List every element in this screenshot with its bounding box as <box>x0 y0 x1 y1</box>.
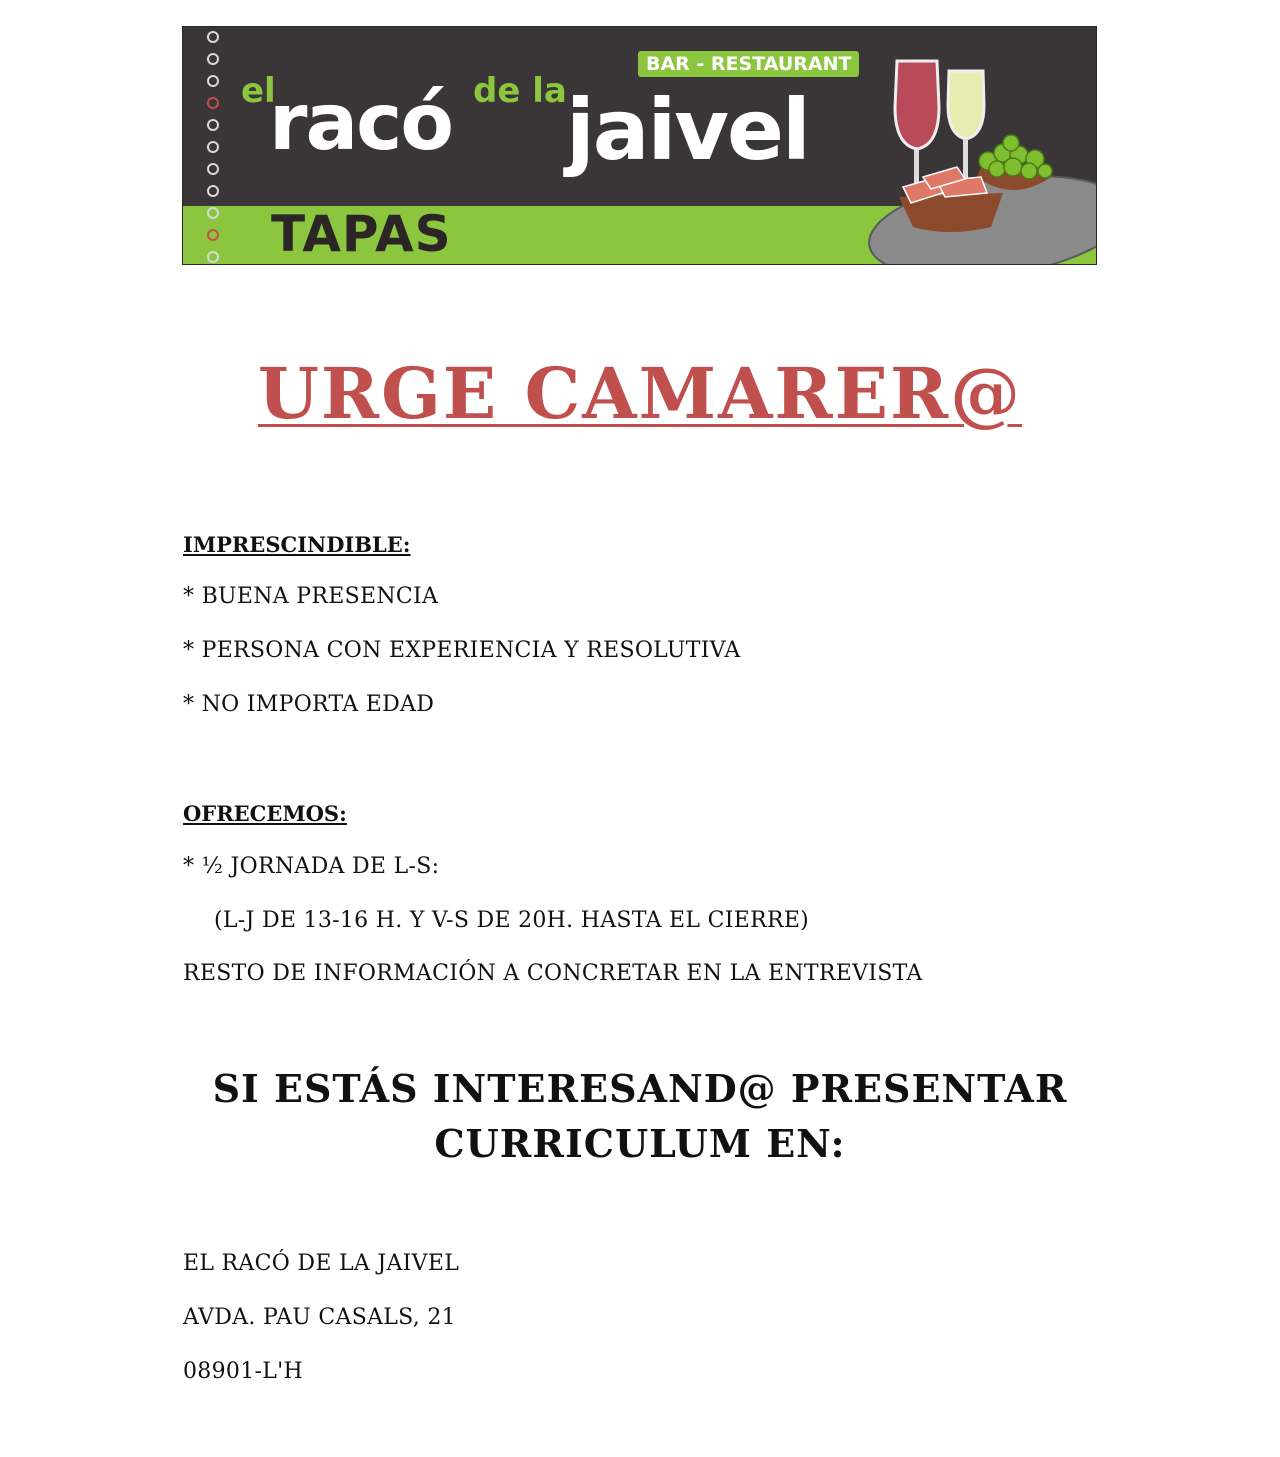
address-city: 08901-L'H <box>183 1359 303 1384</box>
logo-banner <box>183 27 1096 264</box>
offer-schedule: (L-J DE 13-16 H. Y V-S DE 20H. HASTA EL CIERRE) <box>214 908 810 933</box>
requirements-title: IMPRESCINDIBLE: <box>183 532 411 557</box>
red-wine-glass <box>895 61 939 149</box>
cta-line-1: SI ESTÁS INTERESAND@ PRESENTAR <box>212 1066 1068 1111</box>
logo-word-raco: racó <box>269 78 452 168</box>
requirement-item: * BUENA PRESENCIA <box>183 584 439 609</box>
logo-word-de-la: de la <box>473 71 567 111</box>
logo-bar-restaurant-tag: BAR - RESTAURANT <box>638 51 859 77</box>
wine-and-tapas-illustration <box>853 27 1096 264</box>
white-wine-glass <box>948 71 984 139</box>
headline-text: URGE CAMARER@ <box>257 352 1023 435</box>
requirement-item: * NO IMPORTA EDAD <box>183 692 435 717</box>
address-street: AVDA. PAU CASALS, 21 <box>183 1305 456 1330</box>
logo-dot-column <box>207 29 221 261</box>
logo-word-tapas: TAPAS <box>271 205 452 263</box>
address-name: EL RACÓ DE LA JAIVEL <box>183 1251 460 1276</box>
logo-word-el: el <box>241 71 276 111</box>
logo-word-jaivel: jaivel <box>566 81 809 179</box>
white-wine-glass-stem <box>963 139 968 179</box>
offer-note: RESTO DE INFORMACIÓN A CONCRETAR EN LA ENTREVISTA <box>183 961 923 986</box>
requirement-item: * PERSONA CON EXPERIENCIA Y RESOLUTIVA <box>183 638 741 663</box>
headline <box>0 352 1280 435</box>
olives <box>979 135 1052 179</box>
offer-title: OFRECEMOS: <box>183 801 347 826</box>
cta-line-2: CURRICULUM EN: <box>434 1121 846 1166</box>
offer-item: * ½ JORNADA DE L-S: <box>183 854 440 879</box>
